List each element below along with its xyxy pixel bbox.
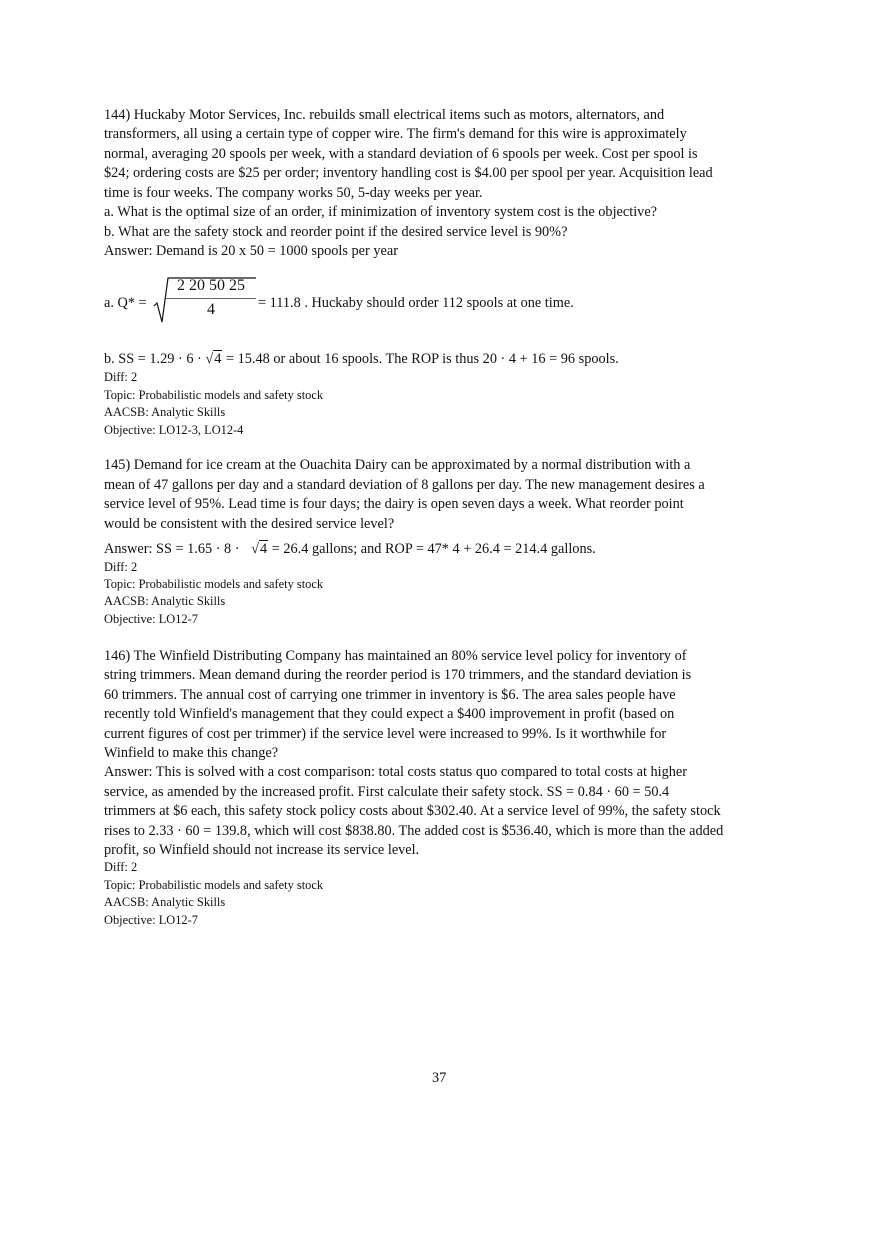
fraction-denominator: 4 [207,301,215,318]
text-line: recently told Winfield's management that they could expect a $400 improvement in profit (based on [104,706,675,722]
text-line: 144) Huckaby Motor Services, Inc. rebuilds small electrical items such as motors, alternators, and [104,107,665,123]
text-line: Winfield to make this change? [104,745,279,761]
square-root: √4 [251,541,268,557]
text-line: normal, averaging 20 spools per week, with a standard deviation of 6 spools per week. Cost per spool is [104,146,698,162]
text-line: mean of 47 gallons per day and a standard deviation of 8 gallons per day. The new management desires a [104,477,705,493]
meta-diff: Diff: 2 [104,370,138,384]
text-line: a. What is the optimal size of an order, if minimization of inventory system cost is the objective? [104,204,658,220]
answer-result: = 26.4 gallons; and ROP = 47* 4 + 26.4 = 214.4 gallons. [271,541,596,557]
meta-objective: Objective: LO12-7 [104,612,198,626]
meta-aacsb: AACSB: Analytic Skills [104,405,226,419]
fraction [166,276,256,321]
meta-topic: Topic: Probabilistic models and safety stock [104,577,324,591]
text-line: string trimmers. Mean demand during the reorder period is 170 trimmers, and the standard deviation is [104,667,692,683]
text-line: service level of 95%. Lead time is four days; the dairy is open seven days a week. What reorder point [104,496,684,512]
formula-b-prefix: b. SS = 1.29 · 6 · [104,351,202,367]
meta-objective: Objective: LO12-3, LO12-4 [104,423,244,437]
text-line: b. What are the safety stock and reorder point if the desired service level is 90%? [104,224,568,240]
meta-objective: Objective: LO12-7 [104,913,198,927]
text-line: transformers, all using a certain type of copper wire. The firm's demand for this wire is approximately [104,126,687,142]
square-root: √4 [205,351,222,367]
meta-aacsb: AACSB: Analytic Skills [104,594,226,608]
text-line: $24; ordering costs are $25 per order; inventory handling cost is $4.00 per spool per year. Acquisition lead [104,165,713,181]
answer-line: Answer: Demand is 20 x 50 = 1000 spools per year [104,243,398,259]
formula-a-prefix: a. Q* = [104,295,147,311]
answer-line [104,539,596,559]
page-number: 37 [432,1070,447,1086]
answer-line: rises to 2.33 · 60 = 139.8, which will cost $838.80. The added cost is $536.40, which is more than the added [104,823,724,839]
answer-line: profit, so Winfield should not increase its service level. [104,842,420,858]
meta-aacsb: AACSB: Analytic Skills [104,895,226,909]
formula-a-result: = 111.8 . Huckaby should order 112 spools at one time. [258,295,574,311]
text-line: 146) The Winfield Distributing Company has maintained an 80% service level policy for inventory of [104,648,687,664]
text-line: 60 trimmers. The annual cost of carrying one trimmer in inventory is $6. The area sales people have [104,687,676,703]
text-line: time is four weeks. The company works 50, 5-day weeks per year. [104,185,483,201]
fraction-numerator: 2 20 50 25 [166,276,256,299]
formula-b-result: = 15.48 or about 16 spools. The ROP is thus 20 · 4 + 16 = 96 spools. [226,351,619,367]
meta-diff: Diff: 2 [104,860,138,874]
meta-topic: Topic: Probabilistic models and safety stock [104,878,324,892]
formula-b-line [104,349,619,369]
answer-line: service, as amended by the increased profit. First calculate their safety stock. SS = 0.84 · 60 = 50.4 [104,784,670,800]
text-line: would be consistent with the desired service level? [104,516,395,532]
text-line: 145) Demand for ice cream at the Ouachita Dairy can be approximated by a normal distribution with a [104,457,691,473]
answer-line: Answer: This is solved with a cost comparison: total costs status quo compared to total costs at higher [104,764,688,780]
meta-topic: Topic: Probabilistic models and safety stock [104,388,324,402]
meta-diff: Diff: 2 [104,560,138,574]
text-line: current figures of cost per trimmer) if the service level were increased to 99%. Is it worthwhile for [104,726,667,742]
answer-prefix: Answer: SS = 1.65 · 8 · [104,541,240,557]
answer-line: trimmers at $6 each, this safety stock policy costs about $302.40. At a service level of 99%, the safety stock [104,803,721,819]
